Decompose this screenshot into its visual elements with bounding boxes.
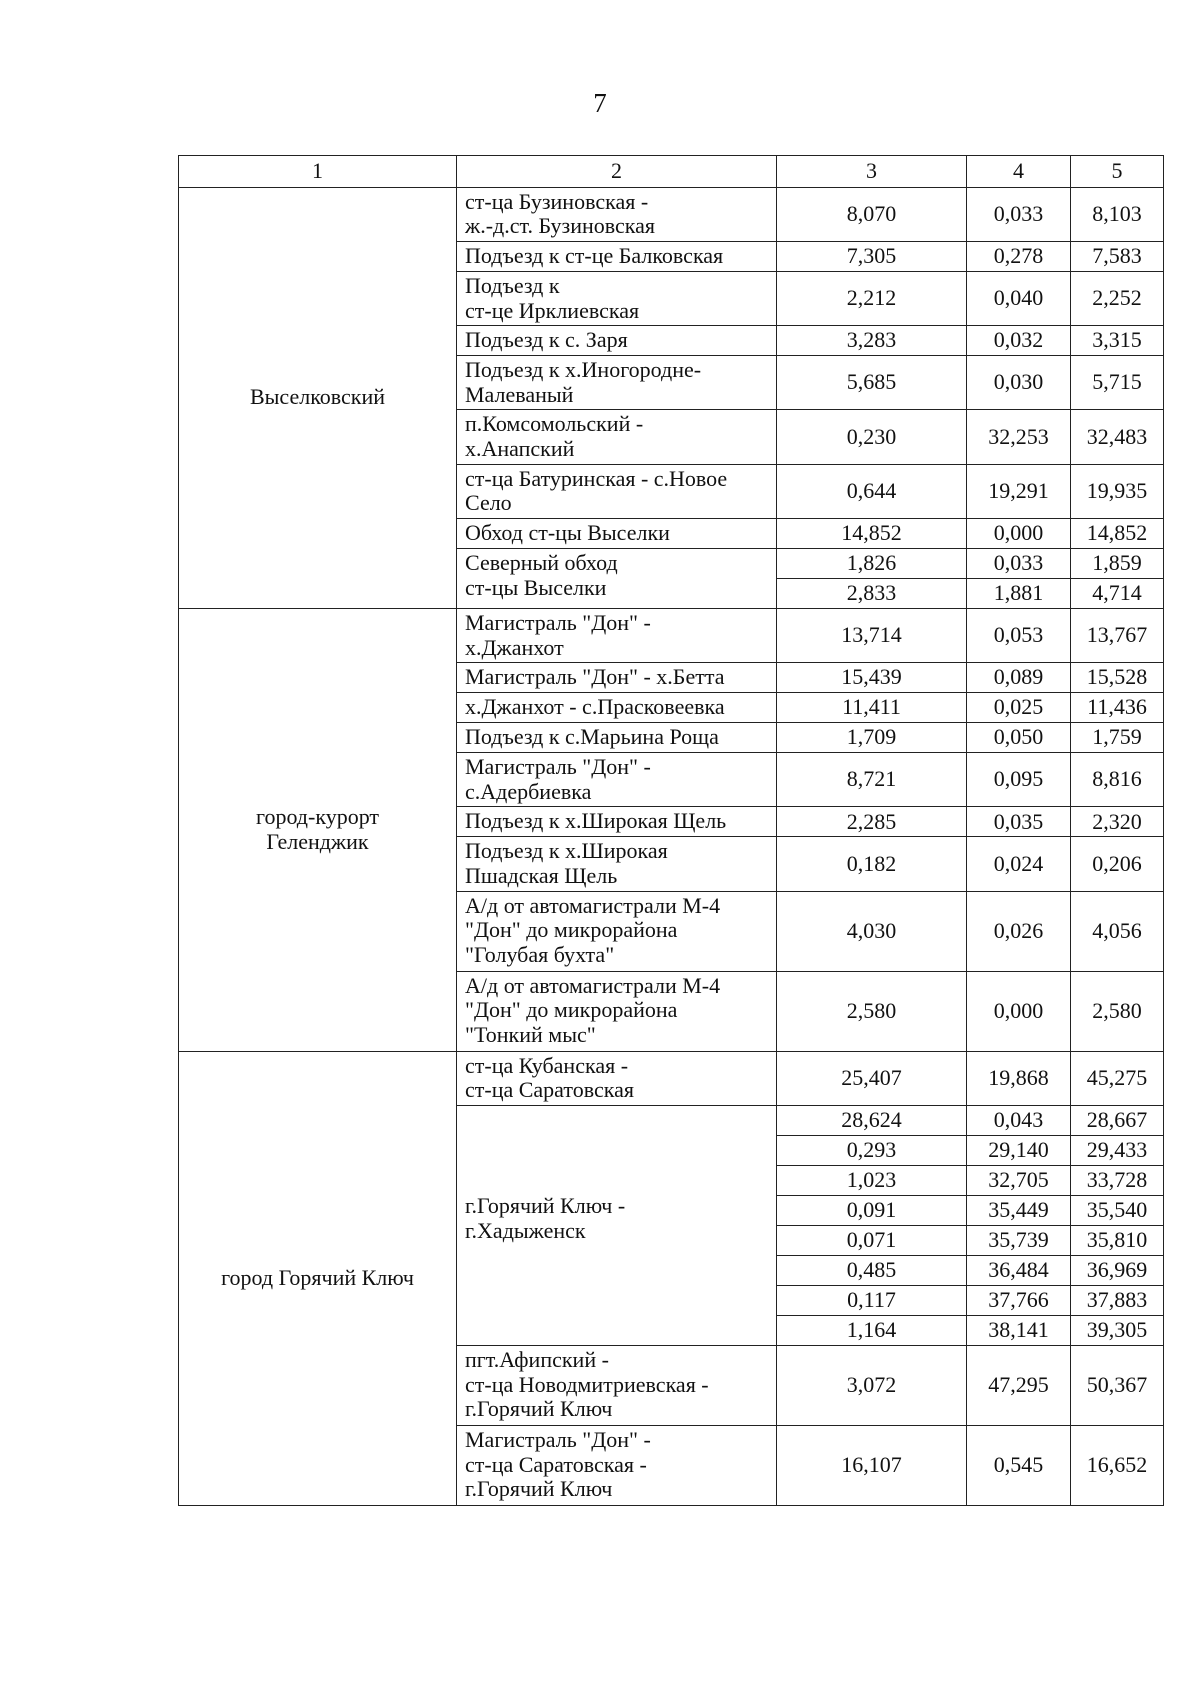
road-name-line: пгт.Афипский - bbox=[465, 1346, 609, 1372]
district-cell bbox=[179, 1051, 457, 1505]
road-name-line: Обход ст-цы Выселки bbox=[465, 519, 670, 545]
road-name-cell bbox=[457, 241, 777, 271]
road-name-cell bbox=[457, 837, 777, 891]
value-start-km: 2,212 bbox=[777, 271, 967, 325]
value-end-km: 0,025 bbox=[967, 693, 1071, 723]
road-name-line: х.Джанхот bbox=[465, 634, 564, 660]
roads-table bbox=[178, 155, 1164, 1506]
value-length-km: 14,852 bbox=[1071, 518, 1164, 548]
table-body bbox=[179, 187, 1164, 1505]
value-length-km: 1,859 bbox=[1071, 548, 1164, 578]
value-start-km: 28,624 bbox=[777, 1105, 967, 1135]
value-length-km: 8,816 bbox=[1071, 753, 1164, 807]
value-length-km: 4,056 bbox=[1071, 891, 1164, 971]
road-name-line: Северный обход bbox=[465, 549, 618, 575]
road-name-line: Магистраль "Дон" - bbox=[465, 1426, 651, 1452]
value-start-km: 2,285 bbox=[777, 807, 967, 837]
road-name-line: п.Комсомольский - bbox=[465, 411, 644, 437]
value-start-km: 0,091 bbox=[777, 1195, 967, 1225]
value-start-km: 8,721 bbox=[777, 753, 967, 807]
value-end-km: 0,053 bbox=[967, 608, 1071, 662]
value-start-km: 3,283 bbox=[777, 326, 967, 356]
value-end-km: 35,739 bbox=[967, 1225, 1071, 1255]
value-length-km: 0,206 bbox=[1071, 837, 1164, 891]
road-name-cell bbox=[457, 1345, 777, 1425]
value-length-km: 15,528 bbox=[1071, 663, 1164, 693]
value-length-km: 2,320 bbox=[1071, 807, 1164, 837]
value-start-km: 15,439 bbox=[777, 663, 967, 693]
value-end-km: 32,253 bbox=[967, 410, 1071, 464]
value-end-km: 0,095 bbox=[967, 753, 1071, 807]
road-name-line: ст-ца Бузиновская - bbox=[465, 188, 649, 214]
column-header-3: 3 bbox=[777, 156, 967, 188]
value-end-km: 0,024 bbox=[967, 837, 1071, 891]
value-start-km: 1,709 bbox=[777, 723, 967, 753]
value-start-km: 14,852 bbox=[777, 518, 967, 548]
value-start-km: 25,407 bbox=[777, 1051, 967, 1105]
value-start-km: 0,230 bbox=[777, 410, 967, 464]
value-length-km: 29,433 bbox=[1071, 1135, 1164, 1165]
road-name-line: Пшадская Щель bbox=[465, 863, 618, 888]
value-start-km: 11,411 bbox=[777, 693, 967, 723]
value-end-km: 0,035 bbox=[967, 807, 1071, 837]
road-name-line: Подъезд к bbox=[465, 272, 560, 298]
road-name-cell bbox=[457, 187, 777, 241]
value-end-km: 0,033 bbox=[967, 187, 1071, 241]
value-length-km: 2,252 bbox=[1071, 271, 1164, 325]
road-name-cell bbox=[457, 518, 777, 548]
road-name-line: ст-ца Саратовская - bbox=[465, 1451, 647, 1477]
value-end-km: 0,026 bbox=[967, 891, 1071, 971]
road-name-line: Магистраль "Дон" - bbox=[465, 609, 651, 635]
value-end-km: 38,141 bbox=[967, 1315, 1071, 1345]
value-length-km: 33,728 bbox=[1071, 1165, 1164, 1195]
road-name-line: ст-ца Новодмитриевская - bbox=[465, 1371, 709, 1397]
table-row bbox=[179, 608, 1164, 662]
value-end-km: 35,449 bbox=[967, 1195, 1071, 1225]
road-name-line: Подъезд к х.Широкая Щель bbox=[465, 808, 727, 834]
value-start-km: 5,685 bbox=[777, 356, 967, 410]
value-length-km: 28,667 bbox=[1071, 1105, 1164, 1135]
road-name-line: Магистраль "Дон" - х.Бетта bbox=[465, 664, 725, 690]
road-name-line: Подъезд к х.Широкая bbox=[465, 838, 668, 864]
road-name-cell bbox=[457, 753, 777, 807]
value-start-km: 1,164 bbox=[777, 1315, 967, 1345]
value-length-km: 1,759 bbox=[1071, 723, 1164, 753]
road-name-cell bbox=[457, 356, 777, 410]
value-end-km: 47,295 bbox=[967, 1345, 1071, 1425]
road-name-line: Подъезд к с.Марьина Роща bbox=[465, 724, 719, 750]
road-name-line: г.Хадыженск bbox=[465, 1217, 586, 1243]
road-name-cell bbox=[457, 464, 777, 518]
value-end-km: 0,043 bbox=[967, 1105, 1071, 1135]
road-name-line: Подъезд к ст-це Балковская bbox=[465, 242, 724, 268]
road-name-line: ст-ца Саратовская bbox=[465, 1077, 634, 1103]
road-name-line: х.Анапский bbox=[465, 436, 575, 461]
column-header-4: 4 bbox=[967, 156, 1071, 188]
value-start-km: 0,117 bbox=[777, 1285, 967, 1315]
value-start-km: 16,107 bbox=[777, 1425, 967, 1505]
road-name-line: г.Горячий Ключ - bbox=[465, 1192, 626, 1218]
road-name-line: ст-ца Батуринская - с.Новое bbox=[465, 465, 728, 491]
value-end-km: 0,033 bbox=[967, 548, 1071, 578]
value-length-km: 19,935 bbox=[1071, 464, 1164, 518]
road-name-line: ж.-д.ст. Бузиновская bbox=[465, 213, 656, 239]
district-name-line: Геленджик bbox=[266, 828, 369, 854]
value-start-km: 1,826 bbox=[777, 548, 967, 578]
value-end-km: 36,484 bbox=[967, 1255, 1071, 1285]
road-name-cell bbox=[457, 891, 777, 971]
road-name-line: "Тонкий мыс" bbox=[465, 1021, 596, 1047]
value-length-km: 39,305 bbox=[1071, 1315, 1164, 1345]
road-name-cell bbox=[457, 548, 777, 608]
road-name-cell bbox=[457, 693, 777, 723]
value-end-km: 0,089 bbox=[967, 663, 1071, 693]
road-name-line: Подъезд к с. Заря bbox=[465, 327, 628, 353]
road-name-line: "Голубая бухта" bbox=[465, 941, 615, 967]
road-name-line: А/д от автомагистрали М-4 bbox=[465, 892, 721, 918]
value-start-km: 8,070 bbox=[777, 187, 967, 241]
value-length-km: 8,103 bbox=[1071, 187, 1164, 241]
value-start-km: 7,305 bbox=[777, 241, 967, 271]
value-end-km: 0,278 bbox=[967, 241, 1071, 271]
road-name-line: А/д от автомагистрали М-4 bbox=[465, 972, 721, 998]
road-name-line: Село bbox=[465, 490, 512, 516]
column-header-1: 1 bbox=[179, 156, 457, 188]
district-name-line: Выселковский bbox=[249, 384, 386, 410]
value-end-km: 32,705 bbox=[967, 1165, 1071, 1195]
value-end-km: 0,032 bbox=[967, 326, 1071, 356]
value-length-km: 5,715 bbox=[1071, 356, 1164, 410]
value-end-km: 29,140 bbox=[967, 1135, 1071, 1165]
value-length-km: 50,367 bbox=[1071, 1345, 1164, 1425]
road-name-cell bbox=[457, 271, 777, 325]
road-name-line: ст-цы Выселки bbox=[465, 574, 607, 600]
road-name-cell bbox=[457, 723, 777, 753]
value-length-km: 2,580 bbox=[1071, 971, 1164, 1051]
road-name-line: "Дон" до микрорайона bbox=[465, 997, 678, 1023]
road-name-line: г.Горячий Ключ bbox=[465, 1476, 613, 1502]
value-start-km: 3,072 bbox=[777, 1345, 967, 1425]
value-length-km: 35,810 bbox=[1071, 1225, 1164, 1255]
column-header-2: 2 bbox=[457, 156, 777, 188]
road-name-line: г.Горячий Ключ bbox=[465, 1396, 613, 1422]
value-length-km: 36,969 bbox=[1071, 1255, 1164, 1285]
road-name-line: х.Джанхот - с.Прасковеевка bbox=[465, 694, 725, 720]
road-name-line: Подъезд к х.Иногородне- bbox=[465, 357, 702, 383]
value-start-km: 1,023 bbox=[777, 1165, 967, 1195]
road-name-line: с.Адербиевка bbox=[465, 778, 592, 804]
table-row bbox=[179, 1051, 1164, 1105]
page-number: 7 bbox=[593, 88, 607, 118]
value-start-km: 0,182 bbox=[777, 837, 967, 891]
road-name-line: "Дон" до микрорайона bbox=[465, 917, 678, 943]
road-name-cell bbox=[457, 410, 777, 464]
district-cell bbox=[179, 608, 457, 1051]
value-start-km: 13,714 bbox=[777, 608, 967, 662]
header-row bbox=[179, 156, 1164, 188]
road-name-cell bbox=[457, 608, 777, 662]
road-name-line: Магистраль "Дон" - bbox=[465, 754, 651, 780]
road-name-cell bbox=[457, 971, 777, 1051]
value-length-km: 13,767 bbox=[1071, 608, 1164, 662]
value-length-km: 7,583 bbox=[1071, 241, 1164, 271]
value-end-km: 0,545 bbox=[967, 1425, 1071, 1505]
value-end-km: 0,050 bbox=[967, 723, 1071, 753]
value-end-km: 19,868 bbox=[967, 1051, 1071, 1105]
value-end-km: 0,030 bbox=[967, 356, 1071, 410]
value-end-km: 37,766 bbox=[967, 1285, 1071, 1315]
value-end-km: 0,000 bbox=[967, 971, 1071, 1051]
value-start-km: 2,833 bbox=[777, 578, 967, 608]
road-name-cell bbox=[457, 807, 777, 837]
road-name-cell bbox=[457, 1425, 777, 1505]
value-length-km: 4,714 bbox=[1071, 578, 1164, 608]
value-start-km: 0,293 bbox=[777, 1135, 967, 1165]
value-length-km: 32,483 bbox=[1071, 410, 1164, 464]
value-start-km: 2,580 bbox=[777, 971, 967, 1051]
road-name-cell bbox=[457, 326, 777, 356]
column-header-5: 5 bbox=[1071, 156, 1164, 188]
district-cell bbox=[179, 187, 457, 608]
value-length-km: 16,652 bbox=[1071, 1425, 1164, 1505]
road-name-cell bbox=[457, 1105, 777, 1345]
value-start-km: 0,485 bbox=[777, 1255, 967, 1285]
road-name-line: ст-ца Кубанская - bbox=[465, 1052, 629, 1078]
value-start-km: 4,030 bbox=[777, 891, 967, 971]
district-name-line: город-курорт bbox=[255, 804, 380, 830]
value-end-km: 19,291 bbox=[967, 464, 1071, 518]
value-length-km: 35,540 bbox=[1071, 1195, 1164, 1225]
value-start-km: 0,644 bbox=[777, 464, 967, 518]
value-start-km: 0,071 bbox=[777, 1225, 967, 1255]
value-length-km: 45,275 bbox=[1071, 1051, 1164, 1105]
road-name-line: ст-це Ирклиевская bbox=[465, 297, 640, 323]
road-name-line: Малеваный bbox=[465, 381, 574, 407]
district-name-line: город Горячий Ключ bbox=[221, 1264, 414, 1290]
road-name-cell bbox=[457, 1051, 777, 1105]
value-length-km: 11,436 bbox=[1071, 693, 1164, 723]
value-length-km: 37,883 bbox=[1071, 1285, 1164, 1315]
table-row bbox=[179, 187, 1164, 241]
value-end-km: 1,881 bbox=[967, 578, 1071, 608]
value-length-km: 3,315 bbox=[1071, 326, 1164, 356]
value-end-km: 0,000 bbox=[967, 518, 1071, 548]
road-name-cell bbox=[457, 663, 777, 693]
value-end-km: 0,040 bbox=[967, 271, 1071, 325]
